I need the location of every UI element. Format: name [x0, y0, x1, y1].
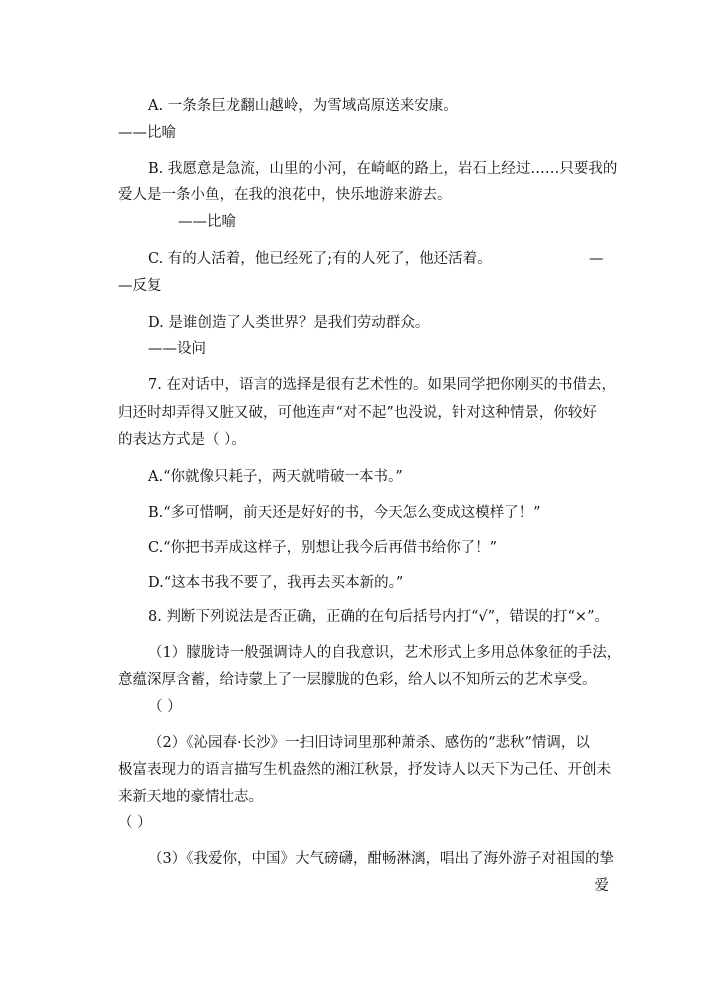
q6-option-b-line2: 爱人是一条小鱼，在我的浪花中，快乐地游来游去。: [118, 187, 452, 203]
q8-stem: 8. 判断下列说法是否正确，正确的在句后括号内打“√”，错误的打“×”。: [148, 609, 609, 625]
q8-item1-answer-blank: （ ）: [148, 699, 182, 715]
q8-item1-line2: 意蕴深厚含蓄，给诗蒙上了一层朦胧的色彩，给人以不知所云的艺术享受。: [118, 672, 597, 688]
q8-item3-line2: 爱: [594, 878, 609, 894]
q6-option-d: D. 是谁创造了人类世界？是我们劳动群众。: [148, 315, 430, 331]
q6-option-a: A. 一条条巨龙翻山越岭，为雪域高原送来安康。: [148, 98, 458, 114]
q8-item2-answer-blank: （ ）: [118, 815, 152, 831]
q8-item2-line1: （2）《沁园春·长沙》一扫旧诗词里那种萧杀、感伤的“悲秋”情调，以: [148, 735, 590, 751]
q8-item2-line3: 来新天地的豪情壮志。: [118, 789, 263, 805]
q7-option-d: D.“这本书我不要了，我再去买本新的。”: [148, 575, 404, 591]
q8-item2-line2: 极富表现力的语言描写生机盎然的湘江秋景，抒发诗人以天下为己任、开创未: [118, 762, 611, 778]
q6-option-b-tag: ——比喻: [178, 214, 236, 230]
q7-stem-line2: 归还时却弄得又脏又破，可他连声“对不起”也没说，针对这种情景，你较好: [118, 405, 597, 421]
q6-option-a-tag: ——比喻: [118, 125, 176, 141]
q6-option-c-tag-end: —反复: [118, 278, 162, 294]
q6-option-c: C. 有的人活着，他已经死了;有的人死了，他还活着。: [148, 251, 492, 267]
q6-option-d-tag: ——设问: [148, 341, 206, 357]
q7-option-a: A.“你就像只耗子，两天就啃破一本书。”: [148, 469, 403, 485]
q7-stem-line1: 7. 在对话中，语言的选择是很有艺术性的。如果同学把你刚买的书借去，: [148, 377, 616, 393]
q7-option-b: B.“多可惜啊，前天还是好好的书，今天怎么变成这模样了！”: [148, 505, 541, 521]
q8-item1-line1: （1）朦胧诗一般强调诗人的自我意识，艺术形式上多用总体象征的手法，: [148, 645, 622, 661]
q8-item3-line1: （3）《我爱你，中国》大气磅礴，酣畅淋漓，唱出了海外游子对祖国的挚: [148, 851, 614, 867]
q6-option-b-line1: B. 我愿意是急流，山里的小河，在崎岖的路上，岩石上经过……只要我的: [148, 161, 618, 177]
q7-option-c: C.“你把书弄成这样子，别想让我今后再借书给你了！”: [148, 540, 498, 556]
q6-option-c-tag-start: —: [589, 251, 604, 267]
q7-stem-line3: 的表达方式是（ ）。: [118, 432, 246, 448]
